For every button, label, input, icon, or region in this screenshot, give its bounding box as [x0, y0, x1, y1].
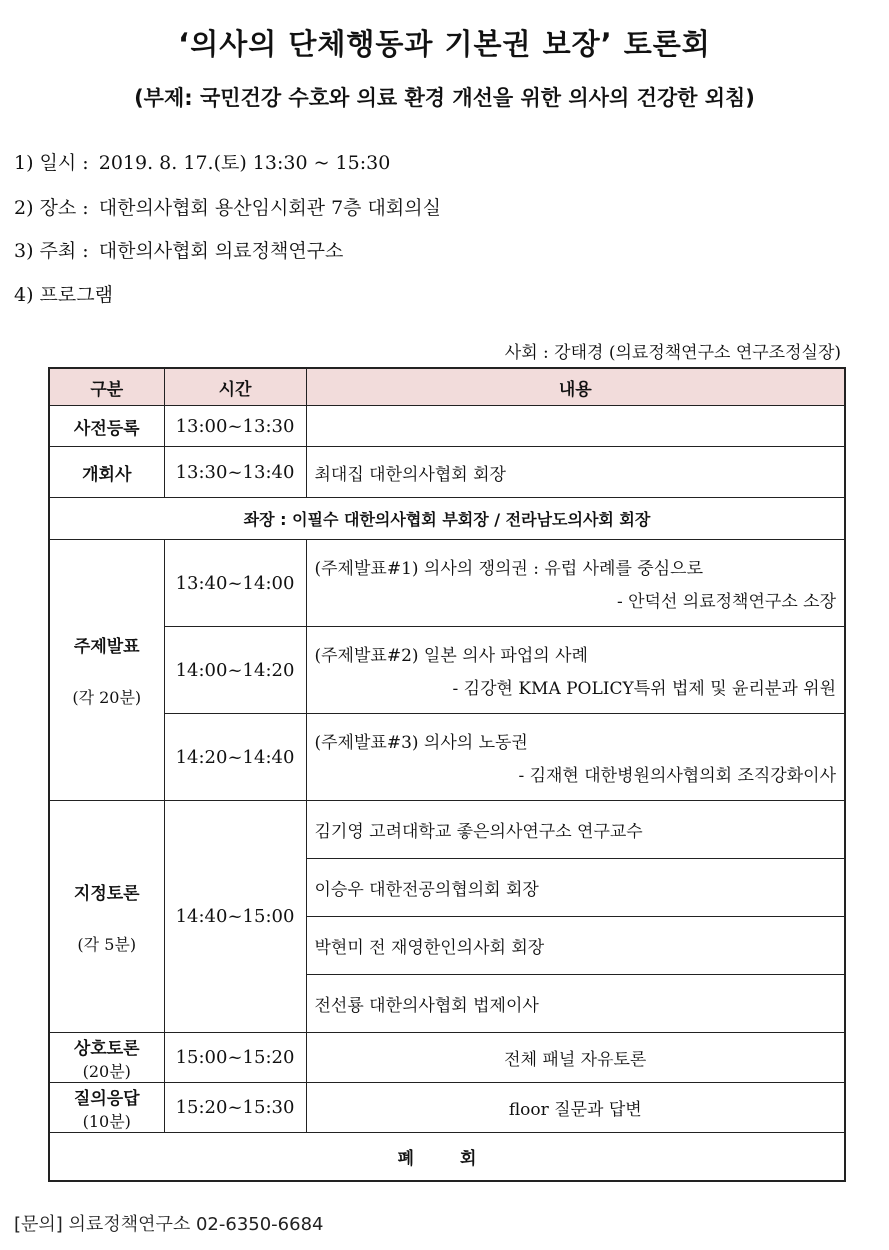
qa-category-label: 질의응답: [73, 1088, 140, 1109]
info-host-label: 3) 주최 :: [14, 240, 89, 262]
info-date-label: 1) 일시 :: [14, 152, 89, 174]
discussion-time: 14:40~15:00: [164, 801, 306, 1033]
info-venue: [14, 193, 441, 220]
info-date-value: 2019. 8. 17.(토) 13:30 ~ 15:30: [98, 152, 391, 174]
presentation-1-title: (주제발표#1) 의사의 쟁의권 : 유럽 사례를 중심으로: [314, 559, 703, 579]
header-content: 내용: [306, 368, 845, 406]
moderator-note: 사회 : 강태경 (의료정책연구소 연구조정실장): [504, 343, 841, 363]
presentation-3-speaker: - 김재현 대한병원의사협의회 조직강화이사: [518, 766, 836, 786]
panelist-4: 전선룡 대한의사협회 법제이사: [306, 975, 845, 1033]
program-table: [48, 367, 846, 1182]
panelist-1: 김기영 고려대학교 좋은의사연구소 연구교수: [306, 801, 845, 859]
panelist-3: 박현미 전 재영한인의사회 회장: [306, 917, 845, 975]
opening-category: 개회사: [49, 447, 164, 498]
info-program-label: 4) 프로그램: [14, 284, 113, 306]
table-row-closing: [49, 1133, 845, 1181]
qa-time: 15:20~15:30: [164, 1083, 306, 1133]
presentation-2-time: 14:00~14:20: [164, 627, 306, 714]
info-venue-label: 2) 장소 :: [14, 197, 89, 219]
table-row-presentation-2: [49, 627, 845, 714]
header-time: 시간: [164, 368, 306, 406]
info-program: [14, 280, 117, 307]
table-row-opening: [49, 447, 845, 498]
info-date: [14, 148, 390, 175]
info-host: [14, 236, 343, 263]
registration-category: 사전등록: [49, 406, 164, 447]
table-row-discussion-1: [49, 801, 845, 859]
opening-content: 최대집 대한의사협회 회장: [306, 447, 845, 498]
mutual-duration: (20분): [82, 1061, 131, 1081]
presentations-duration: (각 20분): [72, 688, 142, 707]
discussion-duration: (각 5분): [77, 934, 137, 954]
presentation-3-title: (주제발표#3) 의사의 노동권: [314, 733, 528, 753]
presentation-3-time: 14:20~14:40: [164, 714, 306, 801]
table-row-chair: [49, 498, 845, 540]
table-row-presentation-1: [49, 540, 845, 627]
contact-info: [문의] 의료정책연구소 02-6350-6684: [14, 1214, 324, 1235]
qa-category: [49, 1083, 164, 1133]
info-venue-value: 대한의사협회 용산임시회관 7층 대회의실: [98, 197, 441, 219]
presentations-category: [49, 540, 164, 801]
presentation-2-speaker: - 김강현 KMA POLICY특위 법제 및 윤리분과 위원: [452, 679, 836, 699]
info-host-value: 대한의사협회 의료정책연구소: [98, 240, 344, 262]
qa-duration: (10분): [82, 1111, 131, 1131]
panelist-2: 이승우 대한전공의협의회 회장: [306, 859, 845, 917]
qa-content: floor 질문과 답변: [306, 1083, 845, 1133]
header-category: 구분: [49, 368, 164, 406]
chair-note: 좌장 : 이필수 대한의사협회 부회장 / 전라남도의사회 회장: [49, 498, 845, 540]
discussion-category: [49, 801, 164, 1033]
presentation-1-speaker: - 안덕선 의료정책연구소 소장: [616, 592, 836, 612]
registration-content: [306, 406, 845, 447]
presentation-2-title: (주제발표#2) 일본 의사 파업의 사례: [314, 646, 588, 666]
presentation-3-content: [306, 714, 845, 801]
presentation-2-content: [306, 627, 845, 714]
discussion-category-label: 지정토론: [73, 883, 140, 904]
presentation-1-content: [306, 540, 845, 627]
closing-label: 폐 회: [49, 1133, 845, 1181]
table-row-qa: [49, 1083, 845, 1133]
opening-time: 13:30~13:40: [164, 447, 306, 498]
registration-time: 13:00~13:30: [164, 406, 306, 447]
mutual-time: 15:00~15:20: [164, 1033, 306, 1083]
mutual-content: 전체 패널 자유토론: [306, 1033, 845, 1083]
mutual-category: [49, 1033, 164, 1083]
page-subtitle: (부제: 국민건강 수호와 의료 환경 개선을 위한 의사의 건강한 외침): [134, 86, 755, 110]
mutual-category-label: 상호토론: [73, 1038, 140, 1059]
table-row-presentation-3: [49, 714, 845, 801]
table-row-mutual: [49, 1033, 845, 1083]
table-row-registration: [49, 406, 845, 447]
presentations-category-label: 주제발표: [73, 637, 140, 657]
table-header-row: [49, 368, 845, 406]
presentation-1-time: 13:40~14:00: [164, 540, 306, 627]
page-title: ‘의사의 단체행동과 기본권 보장’ 토론회: [178, 27, 711, 61]
